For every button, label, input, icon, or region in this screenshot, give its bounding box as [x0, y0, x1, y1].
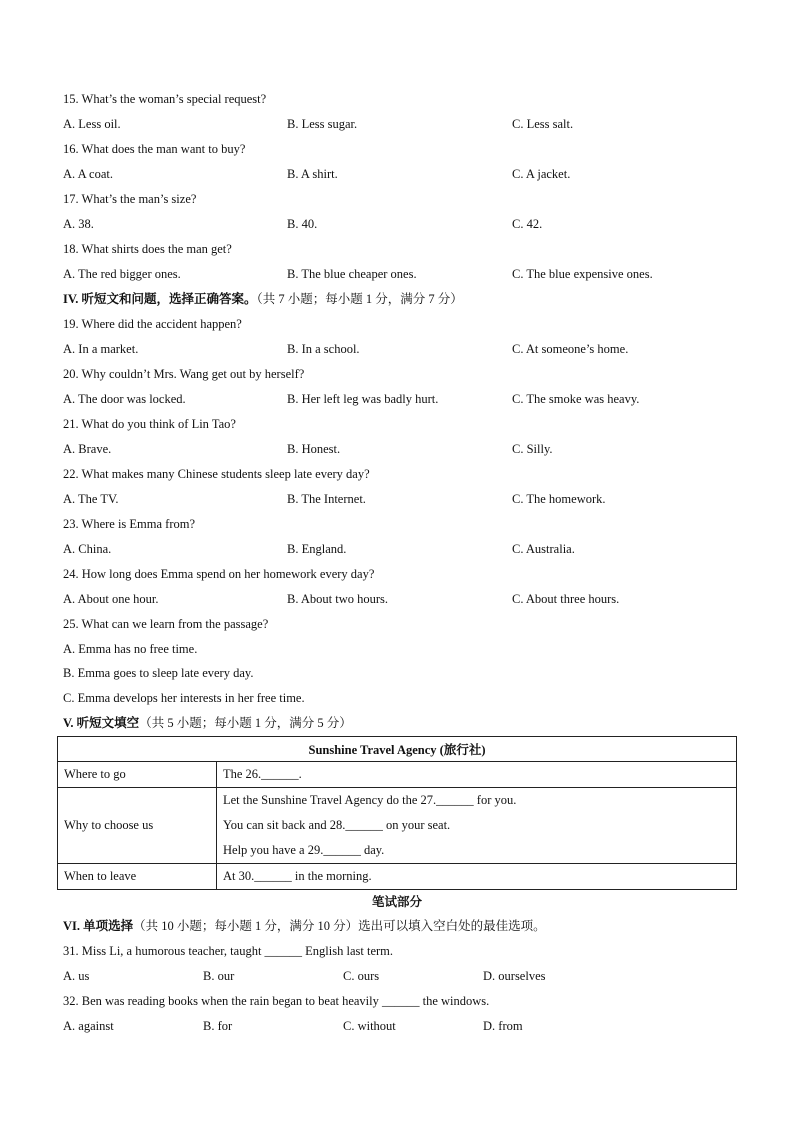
option-a: A. The door was locked.: [63, 392, 186, 406]
question-stem: 16. What does the man want to buy?: [63, 142, 246, 156]
question-stem: 23. Where is Emma from?: [63, 517, 196, 531]
table-row: [58, 864, 737, 890]
option-b: B. The Internet.: [287, 492, 366, 506]
blank-line: At 30.______ in the morning.: [223, 869, 372, 883]
row-label: When to leave: [58, 864, 217, 890]
option-b: B. Her left leg was badly hurt.: [287, 392, 439, 406]
option-b: B. England.: [287, 542, 347, 556]
section-heading-vi: [63, 917, 546, 935]
option-c: C. The homework.: [512, 492, 606, 506]
written-part-heading: 笔试部分: [371, 895, 422, 909]
option-a: A. Brave.: [63, 442, 112, 456]
option-a: A. The red bigger ones.: [63, 267, 181, 281]
question-stem: 21. What do you think of Lin Tao?: [63, 417, 236, 431]
option-a: A. In a market.: [63, 342, 139, 356]
travel-agency-table: [57, 736, 737, 890]
option-c: C. The blue expensive ones.: [512, 267, 653, 281]
section-heading-v: [63, 714, 352, 732]
option-c: C. The smoke was heavy.: [512, 392, 640, 406]
option-c: C. At someone’s home.: [512, 342, 629, 356]
row-label: Why to choose us: [58, 788, 217, 864]
option-c: C. Less salt.: [512, 117, 574, 131]
option-a: A. China.: [63, 542, 112, 556]
table-row: [58, 788, 737, 864]
table-row: [58, 762, 737, 788]
option-c: C. A jacket.: [512, 167, 571, 181]
option-c: C. Emma develops her interests in her free time.: [63, 691, 305, 705]
question-stem: 24. How long does Emma spend on her homework every day?: [63, 567, 375, 581]
option-b: B. About two hours.: [287, 592, 389, 606]
option-c: C. Australia.: [512, 542, 575, 556]
option-c: C. Silly.: [512, 442, 553, 456]
option-a: A. A coat.: [63, 167, 113, 181]
option-b: B. Less sugar.: [287, 117, 358, 131]
option-b: B. for: [203, 1019, 233, 1033]
option-c: C. ours: [343, 969, 380, 983]
option-b: B. our: [203, 969, 235, 983]
option-b: B. Emma goes to sleep late every day.: [63, 666, 254, 680]
section-title: 单项选择: [83, 919, 134, 933]
question-stem: 15. What’s the woman’s special request?: [63, 92, 267, 106]
section-title: 听短文和问题，选择正确答案。: [81, 292, 257, 306]
option-d: D. ourselves: [483, 969, 546, 983]
section-heading-iv: [63, 290, 463, 308]
section-note: （共 7 小题；每小题 1 分，满分 7 分）: [256, 292, 463, 306]
option-a: A. Less oil.: [63, 117, 121, 131]
blank-line: You can sit back and 28.______ on your seat.: [223, 818, 451, 832]
question-stem: 19. Where did the accident happen?: [63, 317, 242, 331]
row-label: Where to go: [58, 762, 217, 788]
option-a: A. The TV.: [63, 492, 119, 506]
option-a: A. us: [63, 969, 90, 983]
section-note: （共 5 小题；每小题 1 分，满分 5 分）: [139, 716, 352, 730]
question-stem: 20. Why couldn’t Mrs. Wang get out by herself?: [63, 367, 305, 381]
row-content: [217, 788, 737, 864]
section-title: 听短文填空: [76, 716, 140, 730]
section-number: IV.: [63, 292, 82, 306]
blank-line: Let the Sunshine Travel Agency do the 27.______ for you.: [223, 793, 517, 807]
option-c: C. 42.: [512, 217, 543, 231]
blank-line: The 26.______.: [223, 767, 302, 781]
option-c: C. without: [343, 1019, 396, 1033]
section-number: VI.: [63, 919, 84, 933]
section-note: （共 10 小题；每小题 1 分，满分 10 分）选出可以填入空白处的最佳选项。: [133, 919, 546, 933]
question-stem: 17. What’s the man’s size?: [63, 192, 197, 206]
option-a: A. 38.: [63, 217, 94, 231]
option-a: A. against: [63, 1019, 114, 1033]
table-title: Sunshine Travel Agency (旅行社): [58, 737, 737, 762]
question-stem: 31. Miss Li, a humorous teacher, taught ______ English last term.: [63, 944, 394, 958]
option-b: B. In a school.: [287, 342, 360, 356]
option-b: B. The blue cheaper ones.: [287, 267, 417, 281]
row-content: [217, 762, 737, 788]
question-stem: 32. Ben was reading books when the rain began to beat heavily ______ the windows.: [63, 994, 490, 1008]
row-content: [217, 864, 737, 890]
option-c: C. About three hours.: [512, 592, 620, 606]
option-a: A. About one hour.: [63, 592, 159, 606]
option-d: D. from: [483, 1019, 523, 1033]
question-stem: 22. What makes many Chinese students sleep late every day?: [63, 467, 370, 481]
option-b: B. Honest.: [287, 442, 341, 456]
blank-line: Help you have a 29.______ day.: [223, 843, 385, 857]
option-b: B. 40.: [287, 217, 318, 231]
section-number: V.: [63, 716, 77, 730]
question-stem: 25. What can we learn from the passage?: [63, 617, 269, 631]
question-stem: 18. What shirts does the man get?: [63, 242, 232, 256]
option-b: B. A shirt.: [287, 167, 338, 181]
option-a: A. Emma has no free time.: [63, 642, 198, 656]
